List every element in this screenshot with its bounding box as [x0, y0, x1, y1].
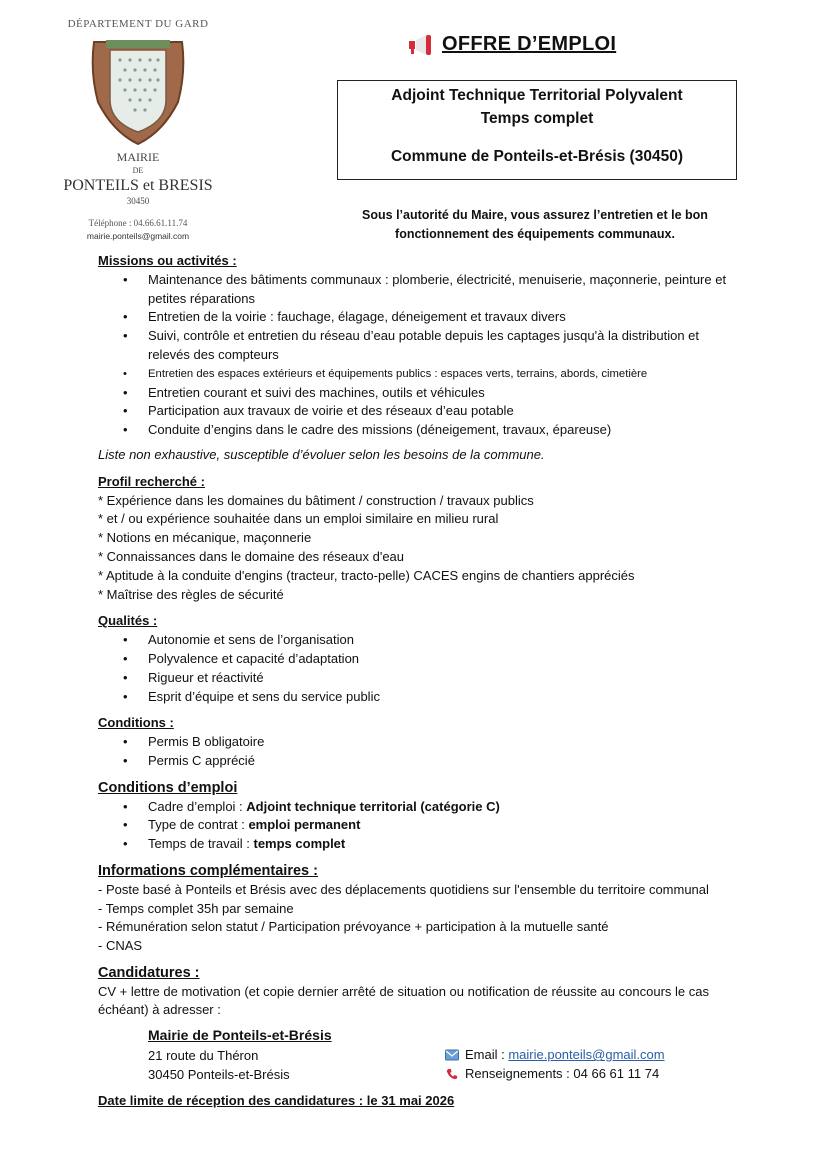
info-line: - Rémunération selon statut / Participation prévoyance + participation à la mutuelle santé: [98, 919, 609, 935]
logo-mairie: MAIRIE: [116, 150, 160, 164]
list-item: • Esprit d’équipe et sens du service public: [148, 688, 730, 707]
city: 30450 Ponteils-et-Brésis: [148, 1066, 290, 1082]
phone-number: 04 66 61 11 74: [573, 1066, 660, 1082]
candidatures-heading: Candidatures :: [98, 964, 200, 981]
coat-of-arms-icon: [88, 32, 188, 147]
missions-note: Liste non exhaustive, susceptible d’évoluer selon les besoins de la commune.: [98, 446, 545, 462]
contact-block: [148, 1026, 730, 1092]
emploi-list: [98, 798, 730, 854]
phone-icon: [445, 1068, 459, 1080]
list-item: * Maîtrise des règles de sécurité: [98, 586, 284, 602]
info-line: - Poste basé à Ponteils et Brésis avec des déplacements quotidiens sur l'ensemble du territoire communal: [98, 881, 709, 897]
list-item: • Maintenance des bâtiments communaux : plomberie, électricité, menuiserie, maçonnerie, peinture et petites réparations: [148, 271, 730, 309]
candidatures-text: CV + lettre de motivation (et copie dernier arrêté de situation ou notification de réussite au concours le cas échéant) à adresser :: [98, 983, 709, 1018]
contact-details: [445, 1046, 665, 1084]
missions-heading: Missions ou activités :: [98, 253, 237, 268]
conditions-heading: Conditions :: [98, 715, 174, 731]
emploi-heading: Conditions d’emploi: [98, 779, 238, 796]
qualites-heading: Qualités :: [98, 613, 158, 629]
list-item: • Conduite d’engins dans le cadre des missions (déneigement, travaux, épareuse): [148, 421, 730, 440]
address: [148, 1026, 332, 1084]
list-item: • Autonomie et sens de l’organisation: [148, 631, 730, 650]
conditions-list: [98, 733, 730, 771]
list-item: • Entretien de la voirie : fauchage, élagage, déneigement et travaux divers: [148, 308, 730, 327]
list-item: • Temps de travail : temps complet: [148, 835, 730, 854]
list-item: • Cadre d’emploi : Adjoint technique territorial (catégorie C): [148, 798, 730, 817]
list-item: * Notions en mécanique, maçonnerie: [98, 530, 312, 546]
qualites-list: [98, 631, 730, 706]
list-item: • Suivi, contrôle et entretien du réseau d’eau potable depuis les captages jusqu'à la distribution et relevés des compteurs: [148, 327, 730, 365]
deadline: Date limite de réception des candidatures : le 31 mai 2026: [98, 1093, 455, 1109]
logo-town: PONTEILS et BRESIS: [63, 177, 213, 194]
list-item: * Connaissances dans le domaine des réseaux d'eau: [98, 548, 405, 564]
job-title-box: [337, 80, 737, 180]
list-item: • Type de contrat : emploi permanent: [148, 816, 730, 835]
job-schedule: Temps complet: [480, 110, 594, 127]
phone-line: Renseignements : 04 66 61 11 74: [445, 1065, 665, 1084]
list-item: • Polyvalence et capacité d’adaptation: [148, 650, 730, 669]
page-title: OFFRE D’EMPLOI: [442, 33, 617, 55]
intro-text: Sous l’autorité du Maire, vous assurez l’entretien et le bon fonctionnement des équipements communaux.: [362, 208, 708, 241]
list-item: • Entretien des espaces extérieurs et équipements publics : espaces verts, terrains, abords, cimetière: [148, 365, 730, 384]
profil-heading: Profil recherché :: [98, 473, 205, 489]
list-item: * Aptitude à la conduite d'engins (tracteur, tracto-pelle) CACES engins de chantiers appréciés: [98, 567, 635, 583]
logo-de: DE: [132, 166, 144, 175]
logo-postcode: 30450: [126, 196, 150, 206]
list-item: * Expérience dans les domaines du bâtiment / construction / travaux publics: [98, 492, 534, 508]
logo-phone: Téléphone : 04.66.61.11.74: [88, 218, 188, 228]
list-item: • Rigueur et réactivité: [148, 669, 730, 688]
org-name: Mairie de Ponteils-et-Brésis: [148, 1027, 332, 1044]
street: 21 route du Théron: [148, 1048, 259, 1064]
info-line: - CNAS: [98, 938, 143, 954]
email-line: Email : mairie.ponteils@gmail.com: [445, 1046, 665, 1065]
info-line: - Temps complet 35h par semaine: [98, 900, 294, 916]
job-commune: Commune de Ponteils-et-Brésis (30450): [390, 148, 683, 165]
list-item: • Entretien courant et suivi des machines, outils et véhicules: [148, 384, 730, 403]
list-item: • Participation aux travaux de voirie et des réseaux d’eau potable: [148, 402, 730, 421]
logo-department: DÉPARTEMENT DU GARD: [67, 18, 209, 30]
megaphone-icon: [408, 34, 434, 56]
logo-email: mairie.ponteils@gmail.com: [86, 231, 190, 241]
list-item: * et / ou expérience souhaitée dans un emploi similaire en milieu rural: [98, 511, 499, 527]
list-item: • Permis C apprécié: [148, 752, 730, 771]
infos-heading: Informations complémentaires :: [98, 862, 318, 879]
missions-list: [98, 271, 730, 440]
list-item: • Permis B obligatoire: [148, 733, 730, 752]
envelope-icon: [445, 1049, 459, 1061]
municipal-logo: [58, 14, 218, 244]
email-link[interactable]: mairie.ponteils@gmail.com: [508, 1047, 665, 1063]
offer-header: [408, 33, 616, 56]
job-title: Adjoint Technique Territorial Polyvalent: [391, 87, 683, 104]
main-content: [98, 252, 730, 1111]
